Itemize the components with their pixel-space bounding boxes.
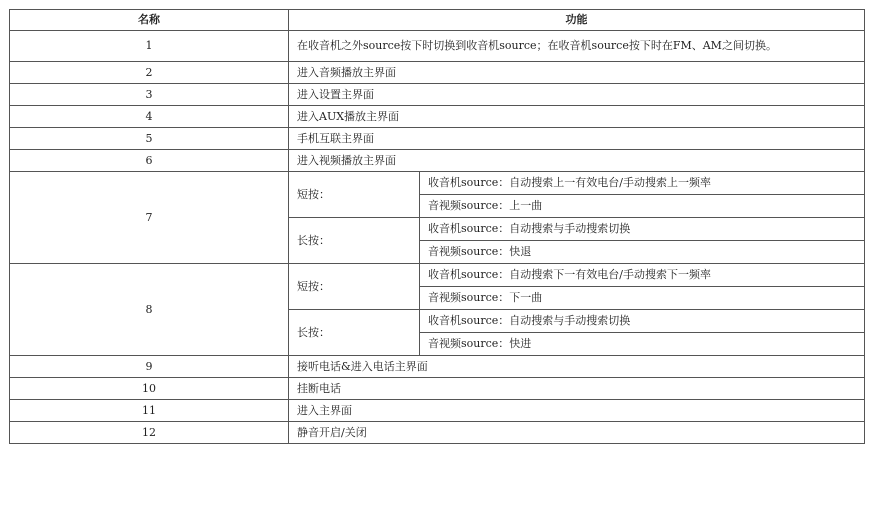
sub-function: 音视频source：下一曲 (420, 287, 865, 310)
sub-function: 音视频source：快退 (420, 241, 865, 264)
table-row (10, 62, 865, 84)
short-press-label: 短按： (289, 264, 420, 310)
row-number: 9 (10, 356, 289, 378)
row-number: 6 (10, 150, 289, 172)
header-name: 名称 (10, 10, 289, 31)
long-press-label: 长按： (289, 218, 420, 264)
row-number: 11 (10, 400, 289, 422)
long-press-label: 长按： (289, 310, 420, 356)
row-function: 接听电话&进入电话主界面 (289, 356, 865, 378)
table-row (10, 356, 865, 378)
table-row (10, 128, 865, 150)
sub-function: 收音机source：自动搜索与手动搜索切换 (420, 310, 865, 333)
table-header-row (10, 10, 865, 31)
sub-function: 收音机source：自动搜索下一有效电台/手动搜索下一频率 (420, 264, 865, 287)
row-function: 在收音机之外source按下时切换到收音机source；在收音机source按下时在FM、AM之间切换。 (289, 31, 865, 62)
row-number: 10 (10, 378, 289, 400)
table-row (10, 106, 865, 128)
row-number: 3 (10, 84, 289, 106)
row-function: 静音开启/关闭 (289, 422, 865, 444)
table-row (10, 422, 865, 444)
row-function: 手机互联主界面 (289, 128, 865, 150)
sub-function: 收音机source：自动搜索与手动搜索切换 (420, 218, 865, 241)
row-function: 进入主界面 (289, 400, 865, 422)
short-press-label: 短按： (289, 172, 420, 218)
row-function: 进入音频播放主界面 (289, 62, 865, 84)
row-number: 4 (10, 106, 289, 128)
table-row (10, 31, 865, 62)
sub-function: 收音机source：自动搜索上一有效电台/手动搜索上一频率 (420, 172, 865, 195)
table-row (10, 150, 865, 172)
table-row (10, 400, 865, 422)
row-number: 12 (10, 422, 289, 444)
table-row (10, 264, 865, 287)
sub-function: 音视频source：快进 (420, 333, 865, 356)
row-number: 5 (10, 128, 289, 150)
function-table (9, 9, 865, 444)
table-row (10, 378, 865, 400)
row-function: 进入AUX播放主界面 (289, 106, 865, 128)
sub-function: 音视频source：上一曲 (420, 195, 865, 218)
row-function: 进入视频播放主界面 (289, 150, 865, 172)
row-number: 2 (10, 62, 289, 84)
row-function: 进入设置主界面 (289, 84, 865, 106)
table-row (10, 172, 865, 195)
row-number: 7 (10, 172, 289, 264)
row-number: 1 (10, 31, 289, 62)
header-function: 功能 (289, 10, 865, 31)
row-number: 8 (10, 264, 289, 356)
row-function: 挂断电话 (289, 378, 865, 400)
table-row (10, 84, 865, 106)
